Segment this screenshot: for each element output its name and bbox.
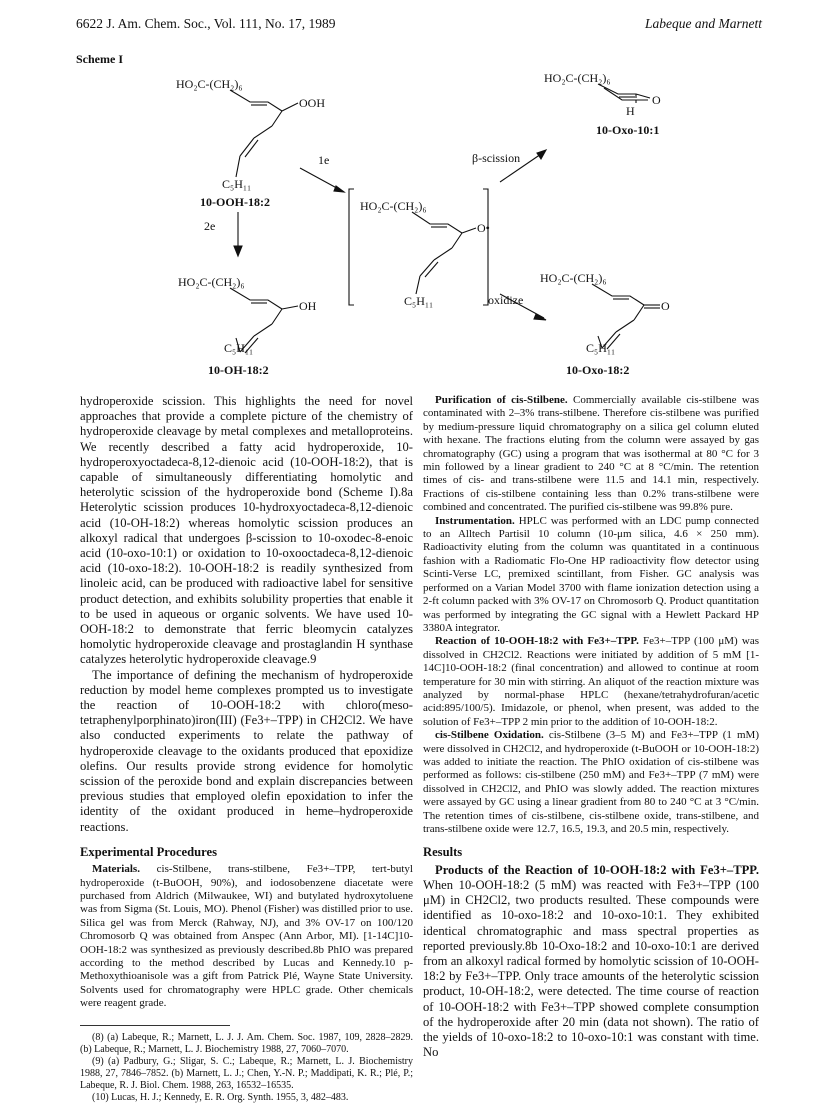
reaction-paragraph xyxy=(423,635,759,729)
materials-paragraph xyxy=(80,863,413,1010)
arrow-oxidize xyxy=(488,293,546,320)
reaction-text: Fe3+–TPP (100 μM) was dissolved in CH2Cl2. Reactions were initiated by addition of 5 mM [1-14C]10-OOH-18:2 (final concentration) and allowed to continue at room temperature for 30 min with stirring. An aliquot of the reaction mixture was analyzed by normal-phase HPLC (hexane/tetrahydrofuran/acetic acid:895/100/5). Imidazole, or phenol, when present, was added to the solution of Fe3+–TPP 2 min prior to the addition of 10-OOH-18:2. xyxy=(423,635,759,728)
compound-10-oh-18-2: 10-OH-18:2 xyxy=(208,363,269,377)
compound-10-oxo-18-2: 10-Oxo-18:2 xyxy=(566,363,630,377)
instrumentation-text: HPLC was performed with an LDC pump connected to an Alltech Partisil 10 column (10-μm silica, 4.6 × 250 mm). Radioactivity eluting from the column was quantitated in a continuous fashion with a Radiomatic Flo-One HP radioactivity flow detector using Scinti-Verse LC, premixed scintillant, from Fisher. GC analysis was performed on a Varian Model 3700 with flame ionization detection using a 2-ft column packed with 3% OV-17 on Chromosorb Q. Product quantitation was performed by integrating the GC signal with a Hewlett Packard HP 3380A integrator. xyxy=(423,514,759,634)
stilbene-oxidation-paragraph xyxy=(423,729,759,836)
structure-alkoxyl-radical xyxy=(349,189,490,308)
oh-acid-group: HO₂C-(CH₂)₆ xyxy=(178,275,245,289)
oxo-acid-group: HO₂C-(CH₂)₆ xyxy=(544,71,611,85)
aldehyde-h: H xyxy=(626,104,635,118)
radical-acid-group: HO₂C-(CH₂)₆ xyxy=(360,199,427,213)
stilbene-oxidation-runin: cis-Stilbene Oxidation. xyxy=(435,729,544,742)
ketone-o: O xyxy=(661,299,670,313)
products-paragraph xyxy=(423,863,759,1061)
footnote-rule xyxy=(80,1025,230,1026)
footnote-10: (10) Lucas, H. J.; Kennedy, E. R. Org. Synth. 1955, 3, 482–483. xyxy=(92,1091,349,1103)
arrow-one-electron xyxy=(300,153,344,192)
compound-10-ooh-18-2: 10-OOH-18:2 xyxy=(200,195,270,209)
o-radical-label: O• xyxy=(477,221,490,235)
two-electron-label: 2e xyxy=(204,219,216,233)
one-electron-label: 1e xyxy=(318,153,330,167)
experimental-heading: Experimental Procedures xyxy=(80,844,217,859)
arrow-two-electron xyxy=(204,212,242,256)
running-header-authors: Labeque and Marnett xyxy=(645,16,762,31)
oxo18-pentyl-group: C₅H₁₁ xyxy=(586,341,616,355)
intro-paragraph-2: The importance of defining the mechanism of hydroperoxide reduction by model heme complexes prompted us to investigate the reaction of 10-OOH-18:2 with chloro(meso-tetraphenylporphinato)iron(III) (Fe3+–TPP) in CH2Cl2. We have also conducted experiments to relate the pathway of hydroperoxide cleavage to the oxidants produced that epoxidize olefins. Our results provide strong evidence for homolytic scission of the peroxide bond and explain discrepancies between previous studies that employed olefin epoxidation to infer the identity of the oxidant produced in heme–hydroperoxide reactions. xyxy=(80,667,413,834)
structure-10-ooh-18-2 xyxy=(176,77,325,209)
structure-10-oxo-10-1 xyxy=(544,71,661,137)
reaction-scheme xyxy=(0,60,820,380)
oxo18-acid-group: HO₂C-(CH₂)₆ xyxy=(540,271,607,285)
materials-runin: Materials. xyxy=(92,863,140,876)
materials-text: cis-Stilbene, trans-stilbene, Fe3+–TPP, tert-butyl hydroperoxide (t-BuOOH, 90%), and iodosobenzene diacetate were purchased from Aldrich (Milwaukee, WI) and butylated hydroxytoluene was from Sigma (St. Louis, MO). Phenol (Fisher) was distilled prior to use. Silica gel was from Merck (Rahway, NJ), and 3% OV-17 on 100/120 Chromosorb Q was obtained from Anspec (Ann Arbor, MI). [1-14C]10-OOH-18:2 was synthesized as previously described.8b PhIO was prepared according to the method described by Lucas and Kennedy.10 p-Methoxythioanisole was a gift from Patrick Plé, Wayne State University. Solvents used for chromatography were HPLC grade. Other chemicals were reagent grade. xyxy=(80,863,413,1010)
stilbene-oxidation-text: cis-Stilbene (3–5 M) and Fe3+–TPP (1 mM) were dissolved in CH2Cl2, and hydroperoxide (t-BuOOH or 10-OOH-18:2) was added to initiate the reaction. The PhIO oxidation of cis-stilbene was performed as follows: cis-stilbene (250 mM) and Fe3+–TPP (7 mM) were dissolved in CH2Cl2, and PhIO was slowly added. The reaction mixtures were assayed by GC using a linear gradient from 80 to 240 °C at 3 °C/min. The retention times of cis-stilbene, cis-stilbene oxide, trans-stilbene, and trans-stilbene oxide were 12.7, 16.5, 19.3, and 20.5 min, respectively. xyxy=(423,729,759,835)
oh-group: OH xyxy=(299,299,317,313)
running-header-journal: 6622 J. Am. Chem. Soc., Vol. 111, No. 17, 1989 xyxy=(76,16,336,31)
left-column xyxy=(80,394,413,1104)
intro-paragraph-1: hydroperoxide scission. This highlights the need for novel approaches that provide a complete picture of the chemistry of hydroperoxide cleavage by metal complexes and metalloproteins. We recently described a fatty acid hydroperoxide, 10-hydroperoxyoctadeca-8,12-dienoic acid (10-OOH-18:2), that is capable of simultaneously differentiating homolytic and heterolytic scission of the hydroperoxide bond (Scheme I).8a Heterolytic scission produces 10-hydroxyoctadeca-8,12-dienoic acid (10-OH-18:2) whereas homolytic scission produces an alkoxyl radical that undergoes β-scission to 10-oxodec-8-enoic acid (10-oxo-10:1) or oxidation to 10-oxooctadeca-8,12-dienoic acid (10-oxo-18:2). 10-OOH-18:2 is readily synthesized from linoleic acid, can be produced with radioactive label for sensitive product detection, and exhibits solubility properties that enable it to be used in aqueous or organic solvents. We have used 10-OOH-18:2 to demonstrate that ferric bleomycin catalyzes homolytic hydroperoxide cleavage and prostaglandin H synthase catalyzes heterolytic hydroperoxide cleavage.9 xyxy=(80,394,413,667)
arrow-beta-scission xyxy=(472,150,546,182)
ooh-group: OOH xyxy=(299,96,325,110)
structure-10-oxo-18-2 xyxy=(540,271,670,377)
purification-runin: Purification of cis-Stilbene. xyxy=(435,394,568,406)
results-heading: Results xyxy=(423,845,463,860)
pentyl-group: C₅H₁₁ xyxy=(222,177,252,191)
oxidize-label: oxidize xyxy=(488,293,524,307)
purification-text: Commercially available cis-stilbene was contaminated with 2–3% trans-stilbene. Therefore cis-stilbene was purified by medium-pressure liquid chromatography on a silica gel column eluted with hexane. The fractions eluting from the column were assayed by gas chromatography (GC) using a program that was isothermal at 80 °C for 3 min followed by a linear gradient to 240 °C at 8 °C/min. The retention times of cis- and trans-stilbene were 11.5 and 14.1 min, respectively. Fractions of cis-stilbene containing less than 0.2% trans-stilbene were combined and concentrated. The purified cis-stilbene was 99.8% pure. xyxy=(423,394,759,514)
radical-pentyl-group: C₅H₁₁ xyxy=(404,294,434,308)
scheme-label: Scheme I xyxy=(76,52,123,66)
purification-paragraph xyxy=(423,394,759,515)
beta-scission-label: β-scission xyxy=(472,151,521,165)
reaction-runin: Reaction of 10-OOH-18:2 with Fe3+–TPP. xyxy=(435,635,639,648)
acid-group-label: HO₂C-(CH₂)₆ xyxy=(176,77,243,91)
right-column xyxy=(423,394,759,1060)
compound-10-oxo-10-1: 10-Oxo-10:1 xyxy=(596,123,660,137)
instrumentation-paragraph xyxy=(423,515,759,636)
oh-pentyl-group: C₅H₁₁ xyxy=(224,341,254,355)
products-runin: Products of the Reaction of 10-OOH-18:2 with Fe3+–TPP. xyxy=(435,862,759,877)
structure-10-oh-18-2 xyxy=(178,275,317,377)
products-text: When 10-OOH-18:2 (5 mM) was reacted with Fe3+–TPP (100 μM) in CH2Cl2, two products resulted. These compounds were identified as 10-oxo-18:2 and 10-oxo-10:1. They exhibited identical chromatographic and mass spectral properties as reported previously.8b 10-Oxo-18:2 and 10-oxo-10:1 are derived from an alkoxyl radical formed by homolytic scission of 10-OOH-18:2 by Fe3+–TPP. Only trace amounts of the heterolytic scission product, 10-OH-18:2, were detected. The time course of reaction of 10-OOH-18:2 with Fe3+–TPP showed complete consumption of the hydroperoxide after 20 min (data not shown). The ratio of the yields of 10-oxo-18:2 to 10-oxo-10:1 was constant with time. No xyxy=(423,878,759,1060)
instrumentation-runin: Instrumentation. xyxy=(435,514,515,527)
footnote-9: (9) (a) Padbury, G.; Sligar, S. C.; Labeque, R.; Marnett, L. J. Biochemistry 1988, 27, 7846–7852. (b) Marnett, L. J.; Chen, Y.-N. P.; Maddipati, K. R.; Plé, P.; Labeque, R. J. Biol. Chem. 1988, 263, 16532–16535. xyxy=(80,1055,413,1091)
aldehyde-o: O xyxy=(652,93,661,107)
footnote-8: (8) (a) Labeque, R.; Marnett, L. J. J. Am. Chem. Soc. 1987, 109, 2828–2829. (b) Labeque, R.; Marnett, L. J. Biochemistry 1988, 27, 7060–7070. xyxy=(80,1031,413,1055)
